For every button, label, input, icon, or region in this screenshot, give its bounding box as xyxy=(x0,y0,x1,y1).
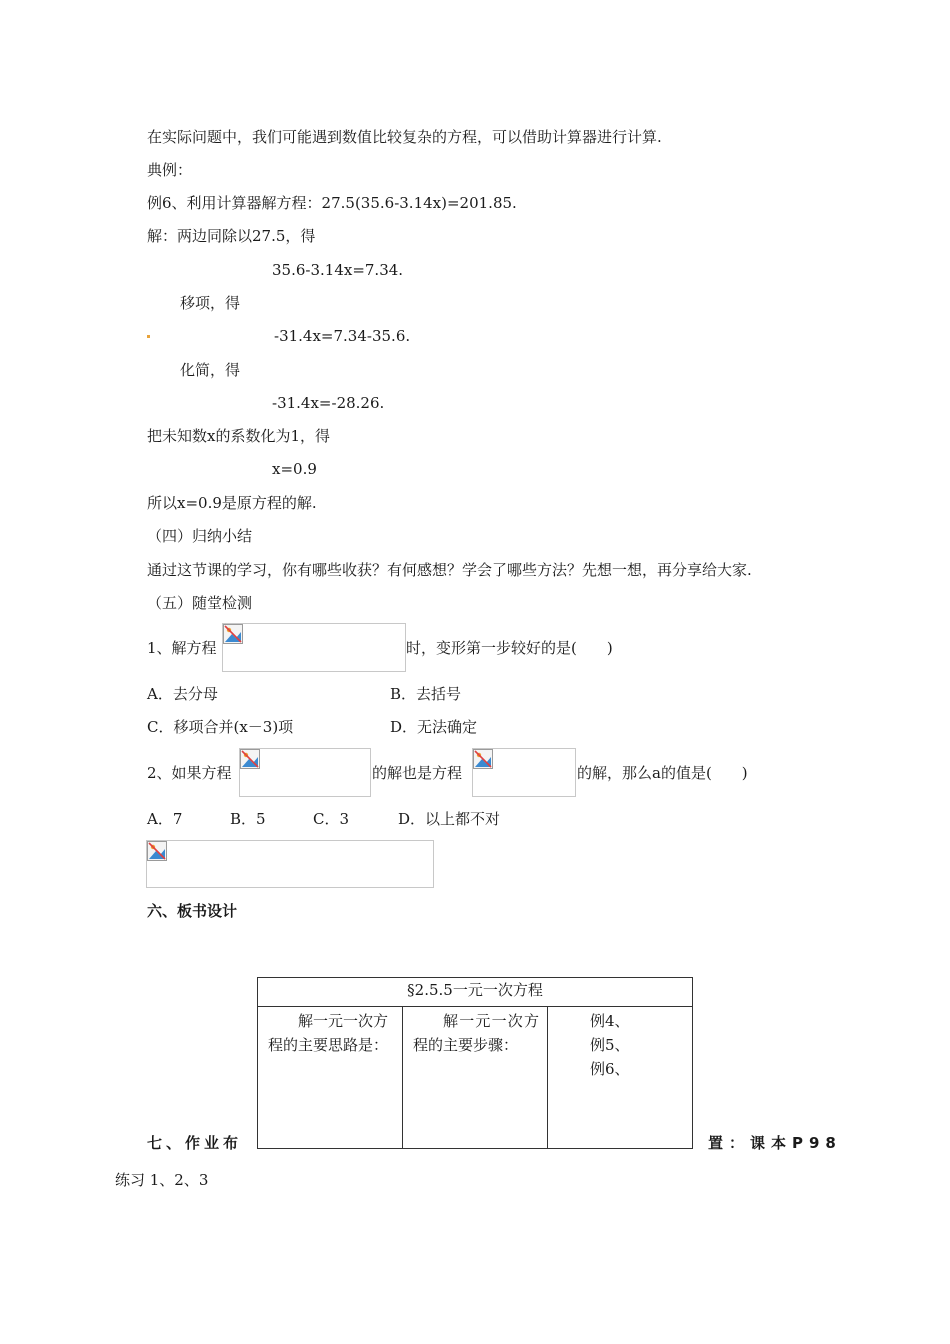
conclusion: 所以x=0.9是原方程的解. xyxy=(147,494,317,512)
board-example-5: 例5、 xyxy=(590,1036,630,1054)
summary-text: 通过这节课的学习，你有哪些收获？有何感想？学会了哪些方法？先想一想，再分享给大家. xyxy=(147,561,752,579)
broken-image-icon xyxy=(223,624,243,644)
broken-image-icon xyxy=(473,749,493,769)
section-7-tail xyxy=(708,1133,842,1153)
homework-text: 练习 1、2、3 xyxy=(115,1171,209,1189)
equation-image-3 xyxy=(472,748,576,797)
q2-option-b: B．5 xyxy=(230,810,266,828)
board-example-6: 例6、 xyxy=(590,1060,630,1078)
section-4-heading: （四）归纳小结 xyxy=(147,527,253,545)
question-2-tail: 的解，那么a的值是( ) xyxy=(577,764,748,782)
equation-image-1 xyxy=(222,623,406,672)
example-6: 例6、利用计算器解方程：27.5(35.6-3.14x)=201.85. xyxy=(147,194,517,212)
q1-option-c: C．移项合并(x－3)项 xyxy=(147,718,294,736)
coefficient-step: 把未知数x的系数化为1，得 xyxy=(147,427,331,445)
section-7-heading: 七、作业布 xyxy=(147,1134,243,1152)
q1-option-d: D．无法确定 xyxy=(390,718,478,736)
board-design-table xyxy=(257,977,693,1149)
q1-option-b: B．去括号 xyxy=(390,685,462,703)
example-heading: 典例： xyxy=(147,161,193,179)
question-2-lead: 2、如果方程 xyxy=(147,764,232,782)
solution-start: 解：两边同除以27.5，得 xyxy=(147,227,316,245)
answer-image xyxy=(146,840,434,888)
board-col-2-text: 解一元一次方程的主要步骤： xyxy=(413,1012,539,1054)
equation-2: -31.4x=7.34-35.6. xyxy=(274,327,411,345)
question-2-middle: 的解也是方程 xyxy=(372,764,463,782)
simplify-step: 化简，得 xyxy=(180,361,241,379)
q2-option-a: A．7 xyxy=(147,810,183,828)
question-1-tail: 时，变形第一步较好的是( ) xyxy=(406,639,613,657)
section-6-heading: 六、板书设计 xyxy=(147,902,238,920)
section-5-heading: （五）随堂检测 xyxy=(147,594,253,612)
equation-4: x=0.9 xyxy=(272,460,317,478)
broken-image-icon xyxy=(147,841,167,861)
section-7-tail-text: 置：课本P98 xyxy=(708,1134,842,1152)
board-col-3 xyxy=(548,1007,693,1149)
board-col-1-text: 解一元一次方程的主要思路是： xyxy=(268,1012,389,1054)
q1-option-a: A．去分母 xyxy=(147,685,218,703)
equation-3: -31.4x=-28.26. xyxy=(272,394,385,412)
broken-image-icon xyxy=(240,749,260,769)
equation-image-2 xyxy=(239,748,371,797)
board-example-4: 例4、 xyxy=(590,1012,630,1030)
board-col-2 xyxy=(403,1007,548,1149)
q2-option-d: D．以上都不对 xyxy=(398,810,501,828)
equation-1: 35.6-3.14x=7.34. xyxy=(272,261,404,279)
move-step: 移项，得 xyxy=(180,294,241,312)
mark-dot xyxy=(147,335,150,338)
q2-option-c: C．3 xyxy=(313,810,350,828)
board-title: §2.5.5一元一次方程 xyxy=(258,978,693,1007)
question-1-lead: 1、解方程 xyxy=(147,639,217,657)
board-col-1 xyxy=(258,1007,403,1149)
intro-text: 在实际问题中，我们可能遇到数值比较复杂的方程，可以借助计算器进行计算. xyxy=(147,128,662,146)
